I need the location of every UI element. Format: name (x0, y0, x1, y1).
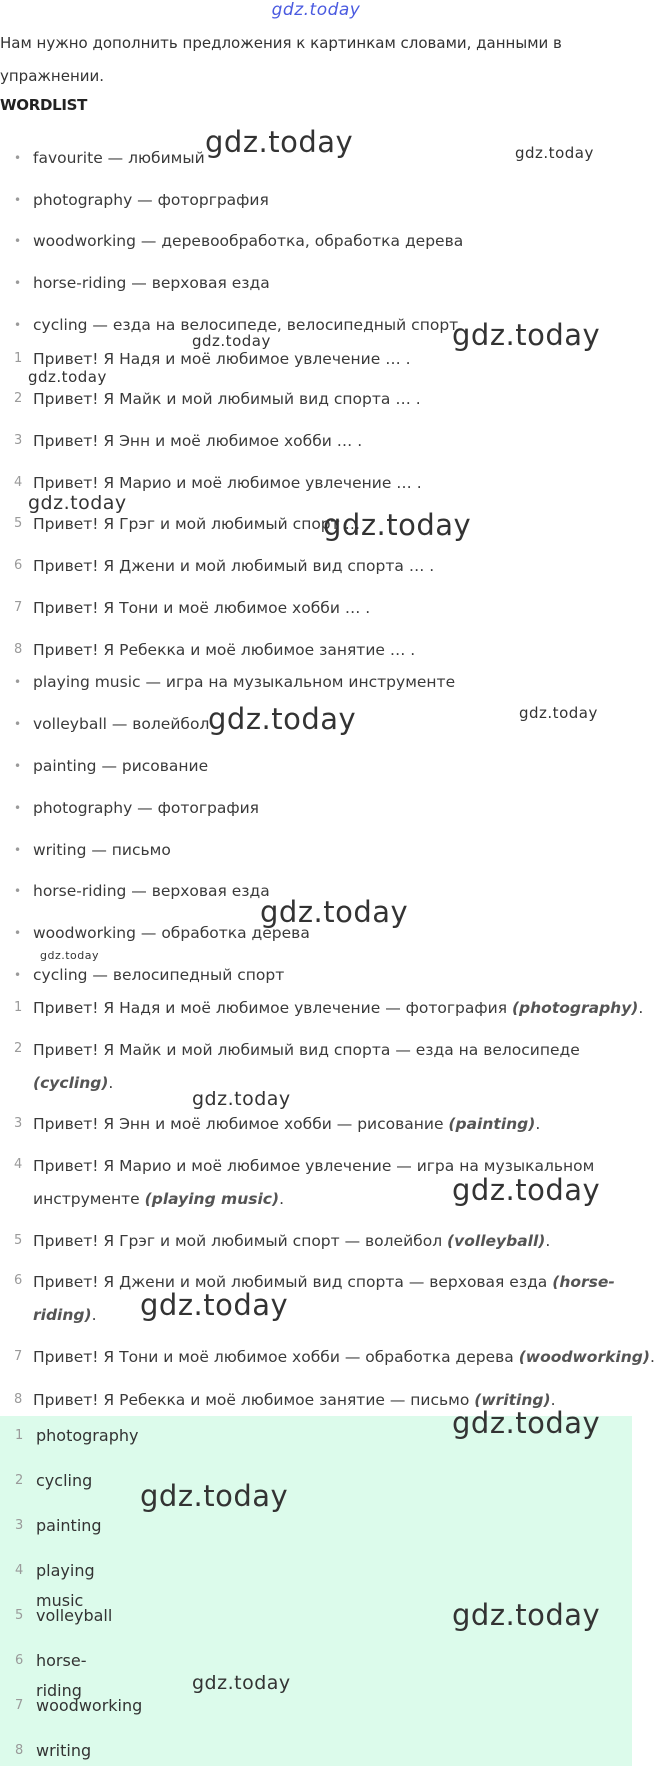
translation-term: (writing) (474, 1391, 551, 1409)
bullet-icon: • (14, 968, 22, 982)
bullet-icon: • (14, 884, 22, 898)
sentence-number: 2 (14, 391, 23, 406)
answer-text: playing music (36, 1561, 95, 1610)
answer-number: 2 (15, 1473, 24, 1488)
bullet-icon: • (14, 276, 22, 290)
translation-term: (painting) (448, 1115, 536, 1133)
translation-end: . (108, 1074, 114, 1092)
answer-text: cycling (36, 1471, 93, 1490)
sentence-text: Привет! Я Джени и мой любимый вид спорта … . (33, 557, 435, 575)
watermark: gdz.today (28, 492, 127, 514)
watermark: gdz.today (519, 704, 598, 722)
translation-text: Привет! Я Джени и мой любимый вид спорта — верховая езда (33, 1273, 553, 1291)
sentence-number: 1 (14, 351, 23, 366)
translation-end: . (279, 1190, 284, 1208)
wordlist-text: favourite — любимый (33, 149, 205, 167)
sentence-number: 8 (14, 642, 23, 657)
wordlist-text: woodworking — деревообработка, обработка дерева (33, 232, 464, 250)
sentence-number: 6 (14, 558, 23, 573)
sentence-text: Привет! Я Тони и моё любимое хобби … . (33, 599, 371, 617)
translation-text: Привет! Я Надя и моё любимое увлечение — фотография (33, 999, 512, 1017)
sentence-number: 5 (14, 516, 23, 531)
answer-text: woodworking (36, 1696, 143, 1715)
watermark: gdz.today (40, 949, 100, 962)
answer-number: 5 (15, 1608, 24, 1623)
translation-text: Привет! Я Майк и мой любимый вид спорта — езда на велосипеде (33, 1041, 580, 1059)
translation-end: . (545, 1232, 551, 1250)
watermark: gdz.today (192, 332, 271, 350)
answer-text: painting (36, 1516, 102, 1535)
watermark: gdz.today (208, 702, 357, 736)
answer-number: 7 (15, 1698, 24, 1713)
bullet-icon: • (14, 801, 22, 815)
translation-end: . (638, 999, 644, 1017)
sentence-number: 7 (14, 600, 23, 615)
translation-number: 6 (14, 1273, 23, 1288)
watermark: gdz.today (140, 1479, 289, 1513)
sentence-number: 3 (14, 433, 23, 448)
bullet-icon: • (14, 926, 22, 940)
vocab-text: playing music — игра на музыкальном инструменте (33, 673, 456, 691)
bullet-icon: • (14, 759, 22, 773)
translation-term: (horse-riding) (33, 1273, 615, 1324)
bullet-icon: • (14, 843, 22, 857)
exercise-intro: Нам нужно дополнить предложения к картинкам словами, данными в упражнении. (0, 34, 562, 85)
translation-end: . (550, 1391, 556, 1409)
translation-end: . (649, 1348, 655, 1366)
sentence-text: Привет! Я Надя и моё любимое увлечение … . (33, 350, 411, 368)
watermark: gdz.today (140, 1288, 289, 1322)
wordlist-text: horse-riding — верховая езда (33, 274, 270, 292)
vocab-text: horse-riding — верховая езда (33, 882, 270, 900)
sentence-text: Привет! Я Марио и моё любимое увлечение … . (33, 474, 422, 492)
bullet-icon: • (14, 717, 22, 731)
vocab-text: painting — рисование (33, 757, 209, 775)
bullet-icon: • (14, 318, 22, 332)
watermark: gdz.today (205, 125, 354, 159)
translation-term: (cycling) (33, 1074, 109, 1092)
translation-number: 4 (14, 1157, 23, 1172)
bullet-icon: • (14, 193, 22, 207)
watermark: gdz.today (452, 1173, 601, 1207)
answer-number: 3 (15, 1518, 24, 1533)
answer-text: horse-riding (36, 1651, 87, 1700)
sentence-text: Привет! Я Грэг и мой любимый спорт … . (33, 515, 370, 533)
translation-number: 1 (14, 1000, 23, 1015)
translation-term: (photography) (511, 999, 639, 1017)
translation-text: Привет! Я Марио и моё любимое увлечение — игра на музыкальном инструменте (33, 1157, 595, 1208)
watermark: gdz.today (452, 1406, 601, 1440)
watermark: gdz.today (192, 1672, 291, 1694)
translation-number: 8 (14, 1392, 23, 1407)
bullet-icon: • (14, 675, 22, 689)
wordlist-text: photography — фоторграфия (33, 191, 269, 209)
watermark: gdz.today (260, 895, 409, 929)
answers-block (0, 1416, 632, 1766)
vocab-text: writing — письмо (33, 841, 171, 859)
translation-term: (volleyball) (447, 1232, 546, 1250)
sentence-text: Привет! Я Майк и мой любимый вид спорта … . (33, 390, 421, 408)
translation-text: Привет! Я Грэг и мой любимый спорт — волейбол (33, 1232, 448, 1250)
watermark: gdz.today (452, 1598, 601, 1632)
watermark: gdz.today (192, 1088, 291, 1110)
vocab-text: photography — фотография (33, 799, 259, 817)
translation-number: 7 (14, 1349, 23, 1364)
vocab-text: woodworking — обработка дерева (33, 924, 310, 942)
translation-text: Привет! Я Тони и моё любимое хобби — обработка дерева (33, 1348, 519, 1366)
answer-text: writing (36, 1741, 92, 1760)
answer-text: photography (36, 1426, 139, 1445)
sentence-text: Привет! Я Энн и моё любимое хобби … . (33, 432, 363, 450)
bullet-icon: • (14, 151, 22, 165)
watermark: gdz.today (515, 144, 594, 162)
answer-number: 1 (15, 1428, 24, 1443)
watermark: gdz.today (28, 368, 107, 386)
sentence-text: Привет! Я Ребекка и моё любимое занятие … . (33, 641, 416, 659)
answer-number: 4 (15, 1563, 24, 1578)
watermark: gdz.today (323, 508, 472, 542)
translation-number: 2 (14, 1041, 23, 1056)
bullet-icon: • (14, 234, 22, 248)
wordlist-text: cycling — езда на велосипеде, велосипедный спорт (33, 316, 459, 334)
wordlist-heading: WORDLIST (0, 96, 88, 114)
translation-text: Привет! Я Ребекка и моё любимое занятие — письмо (33, 1391, 475, 1409)
vocab-text: volleyball — волейбол (33, 715, 210, 733)
translation-number: 5 (14, 1233, 23, 1248)
answer-number: 6 (15, 1653, 24, 1668)
translation-term: (woodworking) (518, 1348, 650, 1366)
translation-term: (playing music) (144, 1190, 280, 1208)
watermark: gdz.today (452, 318, 601, 352)
site-logo[interactable]: gdz.today (271, 0, 361, 20)
answer-number: 8 (15, 1743, 24, 1758)
translation-end: . (91, 1306, 97, 1324)
vocab-text: cycling — велосипедный спорт (33, 966, 285, 984)
answer-text: volleyball (36, 1606, 113, 1625)
translation-number: 3 (14, 1116, 23, 1131)
translation-text: Привет! Я Энн и моё любимое хобби — рисование (33, 1115, 449, 1133)
sentence-number: 4 (14, 475, 23, 490)
translation-end: . (535, 1115, 541, 1133)
